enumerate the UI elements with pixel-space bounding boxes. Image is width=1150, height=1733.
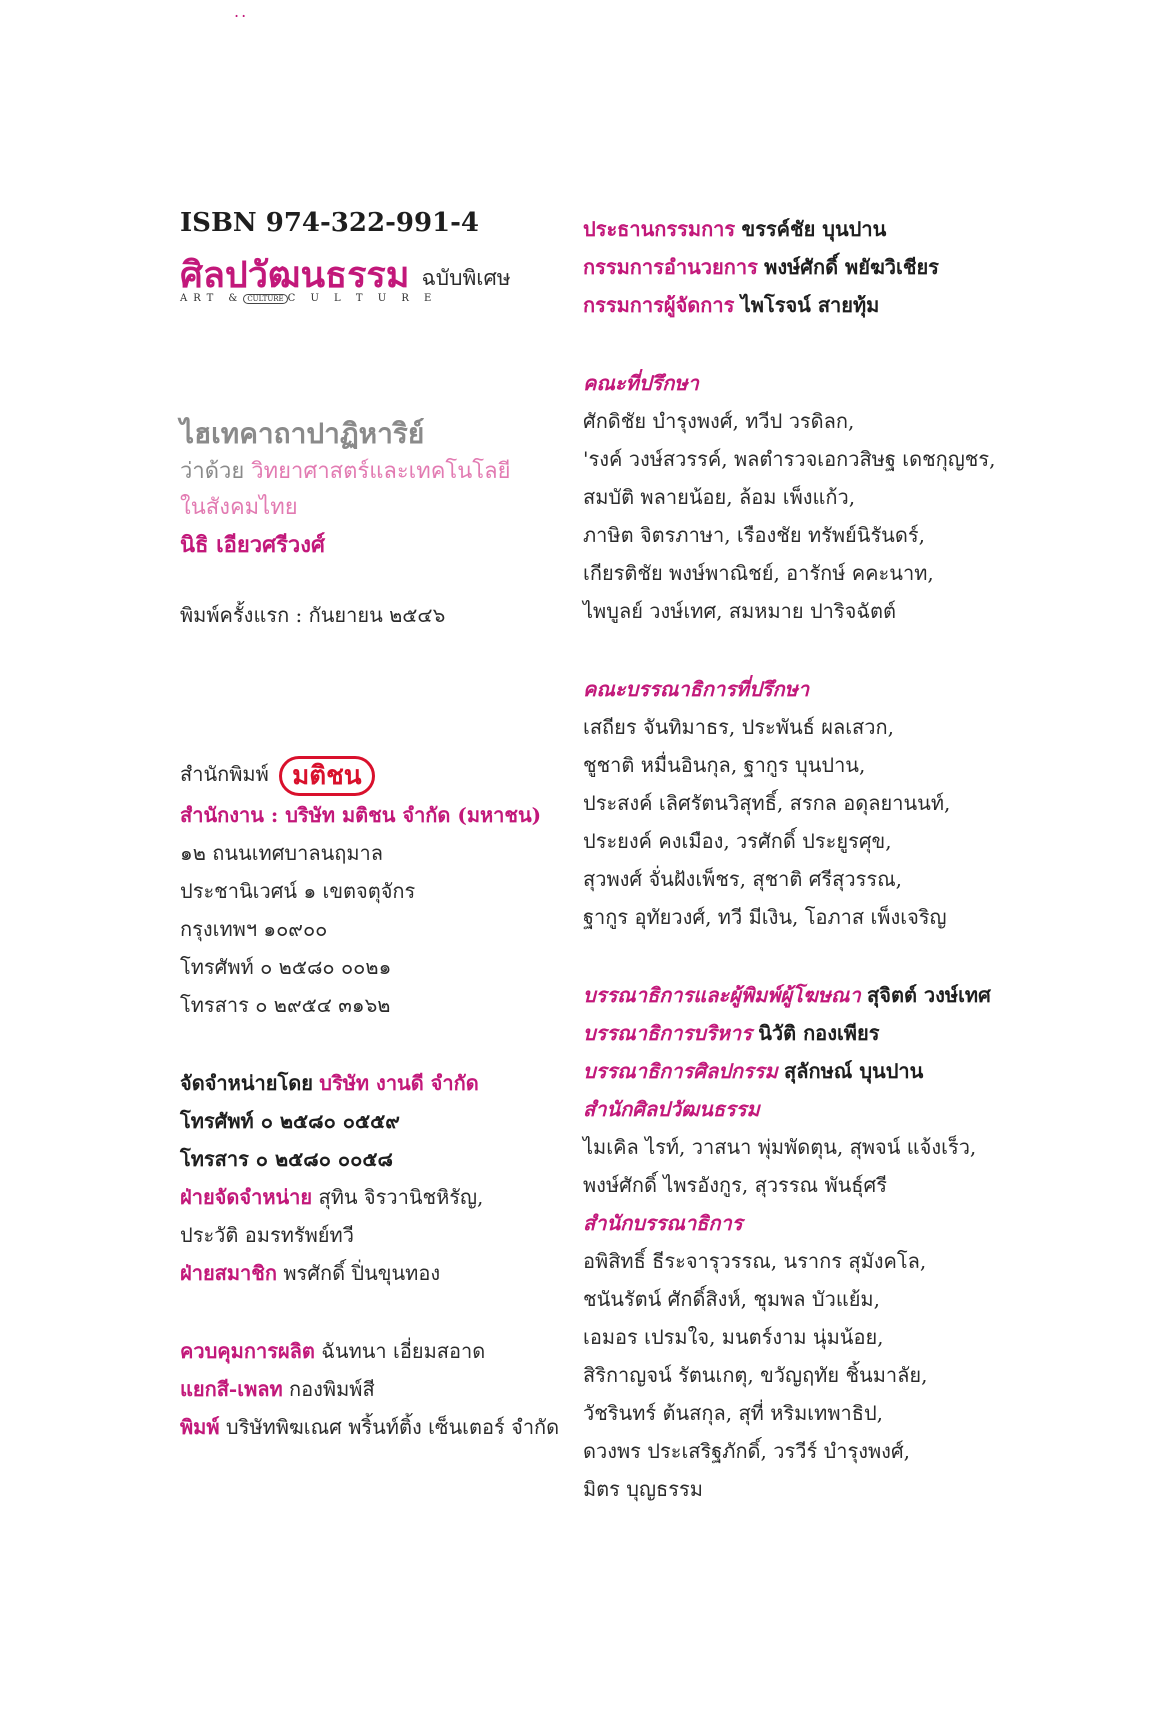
advisors-heading: คณะที่ปรึกษา [583,371,699,395]
editorial-office-staff: วัชรินทร์ ต้นสกุล, สุที่ หริมเทพาธิป, [583,1401,883,1425]
brand-row [180,247,580,295]
publisher-row: สำนักพิมพ์ มติชน [180,752,580,796]
editorial-office-staff: สิริกาญจน์ รัตนเกตุ, ขวัญฤทัย ชิ้นมาลัย, [583,1363,928,1387]
advisors-line: 'รงค์ วงษ์สวรรค์, พลตำรวจเอกวสิษฐ เดชกุญชร, [583,447,996,471]
general-manager: กรรมการผู้จัดการ ไพโรจน์ สายทุ้ม [583,293,880,317]
art-editor: บรรณาธิการศิลปกรรม สุลักษณ์ บุนปาน [583,1059,924,1083]
managing-director: กรรมการอำนวยการ พงษ์ศักดิ์ พยัฆวิเชียร [583,255,939,279]
book-title: ไฮเทคาถาปาฏิหาริย์ [180,417,425,450]
book-subtitle-line2: ในสังคมไทย [180,495,298,520]
right-column [583,210,1053,1508]
address-line: ๑๒ ถนนเทศบาลนฤมาล [180,841,384,865]
editorial-advisors-line: ประสงค์ เลิศรัตนวิสุทธิ์, สรกล อดุลยานนท์, [583,791,951,815]
executive-editor: บรรณาธิการบริหาร นิวัติ กองเพียร [583,1021,880,1045]
editorial-office-staff: มิตร บุญธรรม [583,1477,703,1501]
editorial-advisors-line: ชูชาติ หมื่นอินกุล, ฐากูร บุนปาน, [583,753,866,777]
distributor-fax: โทรสาร ๐ ๒๕๘๐ ๐๐๕๘ [180,1147,393,1171]
editorial-advisors-line: ฐากูร อุทัยวงศ์, ทวี มีเงิน, โอภาส เพ็งเจริญ [583,905,947,929]
production-control: ควบคุมการผลิต ฉันทนา เอี่ยมสอาด [180,1339,486,1363]
editorial-office-staff: เอมอร เปรมใจ, มนตร์งาม นุ่มน้อย, [583,1325,884,1349]
advisors-line: เกียรติชัย พงษ์พาณิชย์, อารักษ์ คคะนาท, [583,561,934,585]
phone: โทรศัพท์ ๐ ๒๕๘๐ ๐๐๒๑ [180,955,392,979]
matichon-logo: มติชน [279,756,374,796]
magazine-logo-english: ART & CULTURE C U L T U R E [180,293,438,304]
editorial-advisors-line: สุวพงศ์ จั่นฝังเพ็ชร, สุชาติ ศรีสุวรรณ, [583,867,902,891]
chairman: ประธานกรรมการ ขรรค์ชัย บุนปาน [583,217,887,241]
distributor: จัดจำหน่ายโดย บริษัท งานดี จำกัด [180,1071,479,1095]
editorial-office-heading: สำนักบรรณาธิการ [583,1211,743,1235]
editorial-advisors-line: ประยงค์ คงเมือง, วรศักดิ์ ประยูรศุข, [583,829,892,853]
office-label: สำนักงาน : บริษัท มติชน จำกัด (มหาชน) [180,803,542,827]
magazine-logo: ศิลปวัฒนธรรม [180,254,410,296]
distributor-phone: โทรศัพท์ ๐ ๒๕๘๐ ๐๕๕๙ [180,1109,400,1133]
edition-label: ฉบับพิเศษ [421,266,511,290]
culture-office-staff: ไมเคิล ไรท์, วาสนา พุ่มพัดตุน, สุพจน์ แจ้งเร็ว, [583,1135,977,1159]
editorial-advisors-heading: คณะบรรณาธิการที่ปรึกษา [583,677,810,701]
book-subtitle: ว่าด้วย วิทยาศาสตร์และเทคโนโลยี [180,459,511,484]
editorial-advisors-line: เสถียร จันทิมาธร, ประพันธ์ ผลเสวก, [583,715,894,739]
first-print: พิมพ์ครั้งแรก : กันยายน ๒๕๔๖ [180,603,446,627]
editorial-office-staff: ดวงพร ประเสริฐภักดิ์, วรวีร์ บำรุงพงศ์, [583,1439,911,1463]
left-column [180,205,580,1446]
color-separation: แยกสี-เพลท กองพิมพ์สี [180,1377,375,1401]
address-line: ประชานิเวศน์ ๑ เขตจตุจักร [180,879,416,903]
author: นิธิ เอียวศรีวงศ์ [180,532,325,558]
advisors-line: ศักดิชัย บำรุงพงศ์, ทวีป วรดิลก, [583,409,855,433]
editor-in-chief: บรรณาธิการและผู้พิมพ์ผู้โฆษณา สุจิตต์ วงษ์เทศ [583,983,991,1007]
address-line: กรุงเทพฯ ๑๐๙๐๐ [180,917,328,941]
advisors-line: สมบัติ พลายน้อย, ล้อม เพ็งแก้ว, [583,485,856,509]
sales-dept: ฝ่ายจัดจำหน่าย สุทิน จิรวานิชหิรัญ, [180,1185,484,1209]
fax: โทรสาร ๐ ๒๙๕๔ ๓๑๖๒ [180,993,391,1017]
advisors-line: ไพบูลย์ วงษ์เทศ, สมหมาย ปาริจฉัตต์ [583,599,896,623]
top-dots: .. [234,2,249,21]
editorial-office-staff: อพิสิทธิ์ ธีระจารุวรรณ, นรากร สุมังคโล, [583,1249,927,1273]
printer: พิมพ์ บริษัทพิฆเณศ พริ้นท์ติ้ง เซ็นเตอร์ จำกัด [180,1415,560,1439]
member-dept: ฝ่ายสมาชิก พรศักดิ์ ปิ่นขุนทอง [180,1261,441,1285]
culture-office-heading: สำนักศิลปวัฒนธรรม [583,1097,760,1121]
sales-dept-line2: ประวัติ อมรทรัพย์ทวี [180,1223,354,1247]
isbn: ISBN 974-322-991-4 [180,208,480,238]
advisors-line: ภาษิต จิตรภาษา, เรืองชัย ทรัพย์นิรันดร์, [583,523,925,547]
editorial-office-staff: ชนันรัตน์ ศักดิ์สิงห์, ชุมพล บัวแย้ม, [583,1287,880,1311]
culture-office-staff: พงษ์ศักดิ์ ไพรอังกูร, สุวรรณ พันธุ์ศรี [583,1173,887,1197]
